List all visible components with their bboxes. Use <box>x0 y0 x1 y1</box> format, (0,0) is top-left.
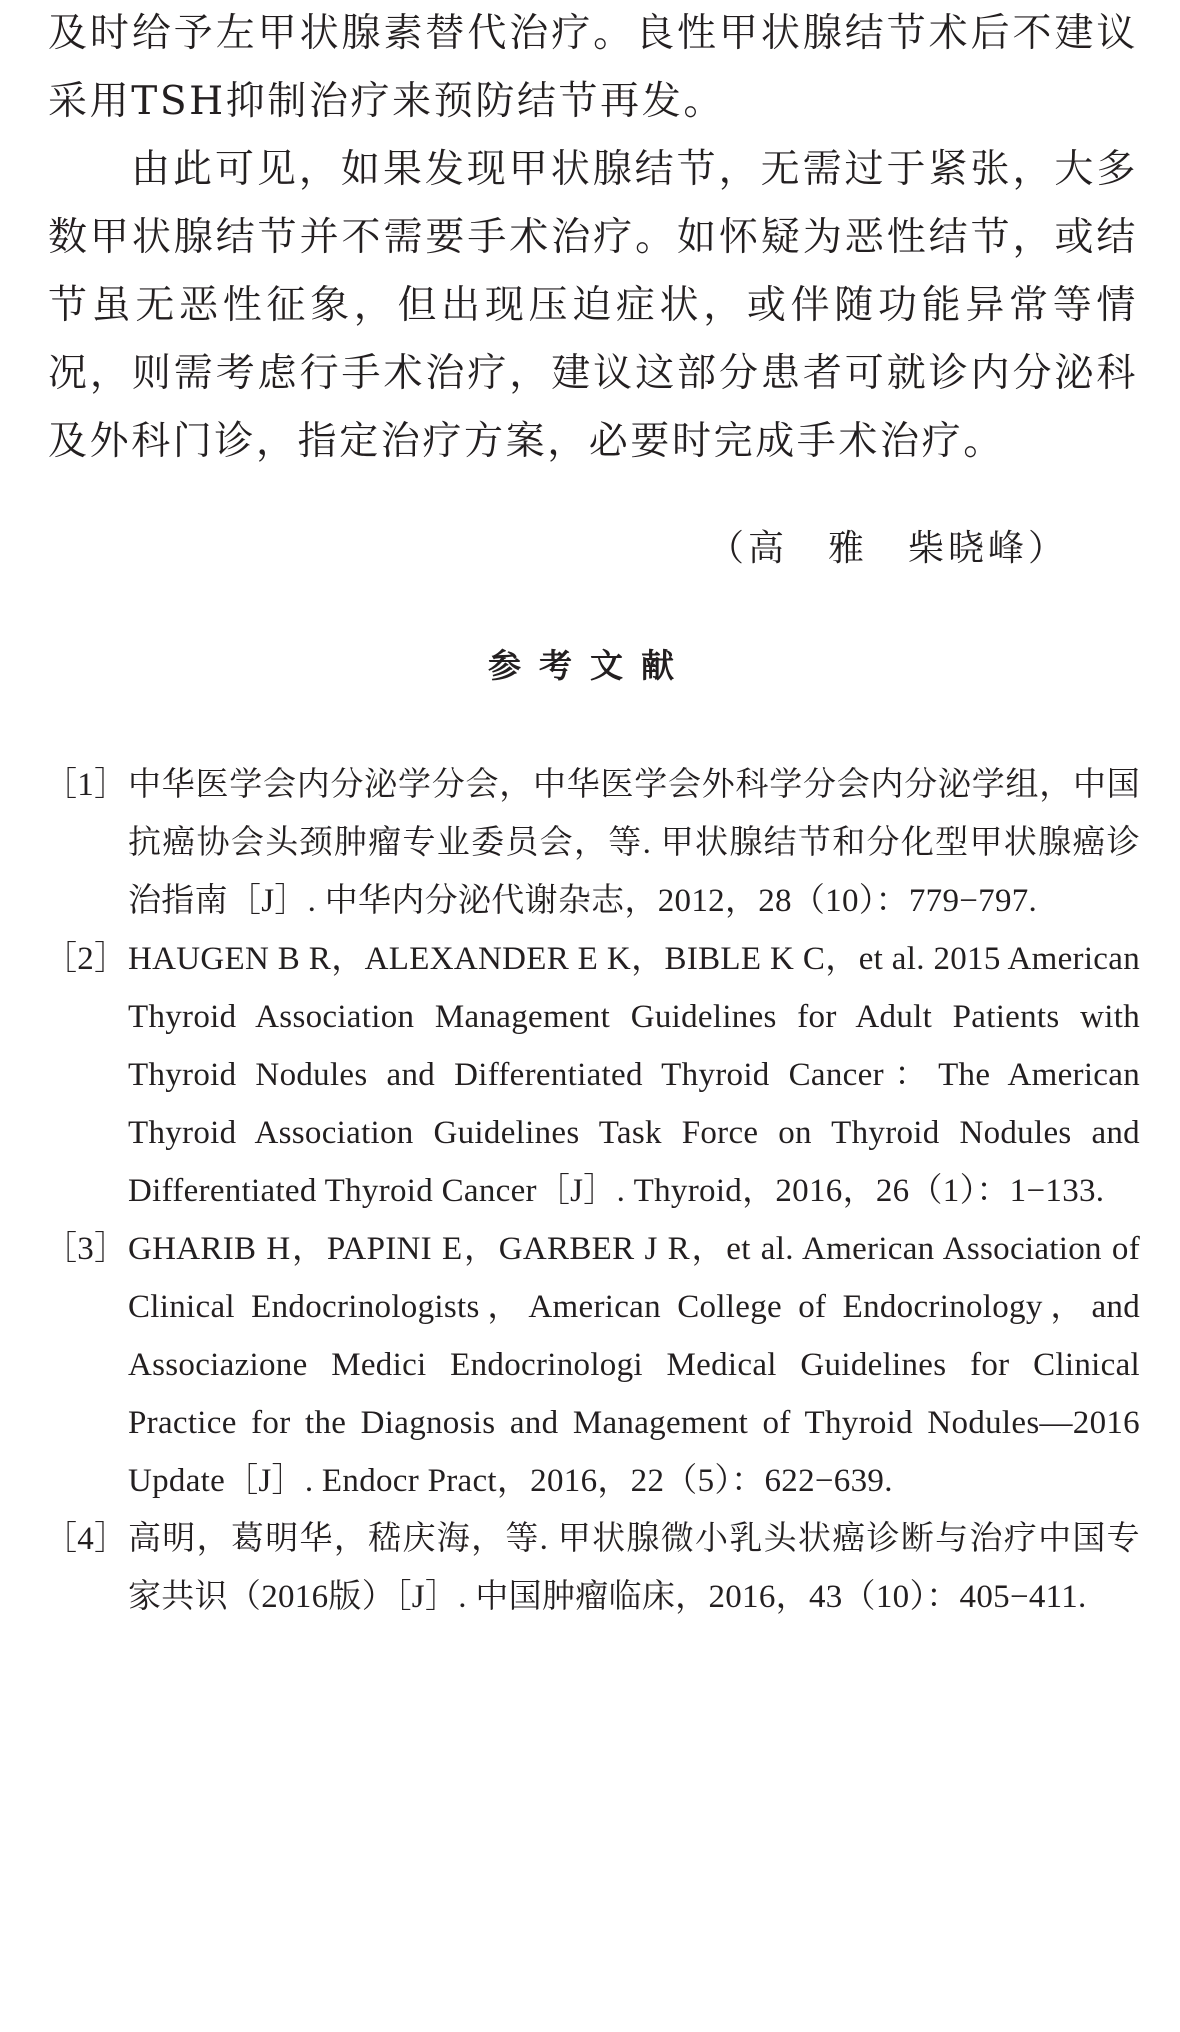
reference-text: GHARIB H，PAPINI E，GARBER J R，et al. American Association of Clinical Endocrinologists，American College of Endocrinology，and Associazione Medici Endocrinologi Medical Guidelines for Clinical Practice for the Diagnosis and Management of Thyroid Nodules—2016 Update［J］. Endocr Pract，2016，22（5）：622−639. <box>128 1231 1140 1499</box>
reference-text: 中华医学会内分泌学分会，中华医学会外科学分会内分泌学组，中国抗癌协会头颈肿瘤专业委员会，等. 甲状腺结节和分化型甲状腺癌诊治指南［J］. 中华内分泌代谢杂志，2012，28（10）：779−797. <box>128 767 1140 919</box>
body-paragraph-1: 及时给予左甲状腺素替代治疗。良性甲状腺结节术后不建议采用TSH抑制治疗来预防结节再发。 <box>48 11 1138 124</box>
author-signature: （高 雅 柴晓峰） <box>707 528 1068 569</box>
reference-item-2 <box>44 930 1140 1220</box>
references-heading: 参考文献 <box>488 646 692 685</box>
body-text <box>48 0 1138 476</box>
reference-item-1 <box>44 756 1140 930</box>
reference-number: ［3］ <box>44 1231 128 1267</box>
reference-text: 高明，葛明华，嵇庆海，等. 甲状腺微小乳头状癌诊断与治疗中国专家共识（2016版）［J］. 中国肿瘤临床，2016，43（10）：405−411. <box>128 1521 1140 1615</box>
reference-number: ［2］ <box>44 941 128 977</box>
reference-text: HAUGEN B R，ALEXANDER E K，BIBLE K C，et al. 2015 American Thyroid Association Management Guidelines for Adult Patients with Thyroid Nodules and Differentiated Thyroid Cancer：The American Thyroid Association Guidelines Task Force on Thyroid Nodules and Differentiated Thyroid Cancer［J］. Thyroid，2016，26（1）：1−133. <box>128 941 1140 1209</box>
body-paragraph-2: 由此可见，如果发现甲状腺结节，无需过于紧张，大多数甲状腺结节并不需要手术治疗。如怀疑为恶性结节，或结节虽无恶性征象，但出现压迫症状，或伴随功能异常等情况，则需考虑行手术治疗，建议这部分患者可就诊内分泌科及外科门诊，指定治疗方案，必要时完成手术治疗。 <box>48 147 1138 464</box>
reference-number: ［1］ <box>44 767 128 803</box>
reference-item-3 <box>44 1220 1140 1510</box>
reference-item-4 <box>44 1510 1140 1626</box>
reference-number: ［4］ <box>44 1521 128 1557</box>
reference-list <box>44 756 1140 1626</box>
